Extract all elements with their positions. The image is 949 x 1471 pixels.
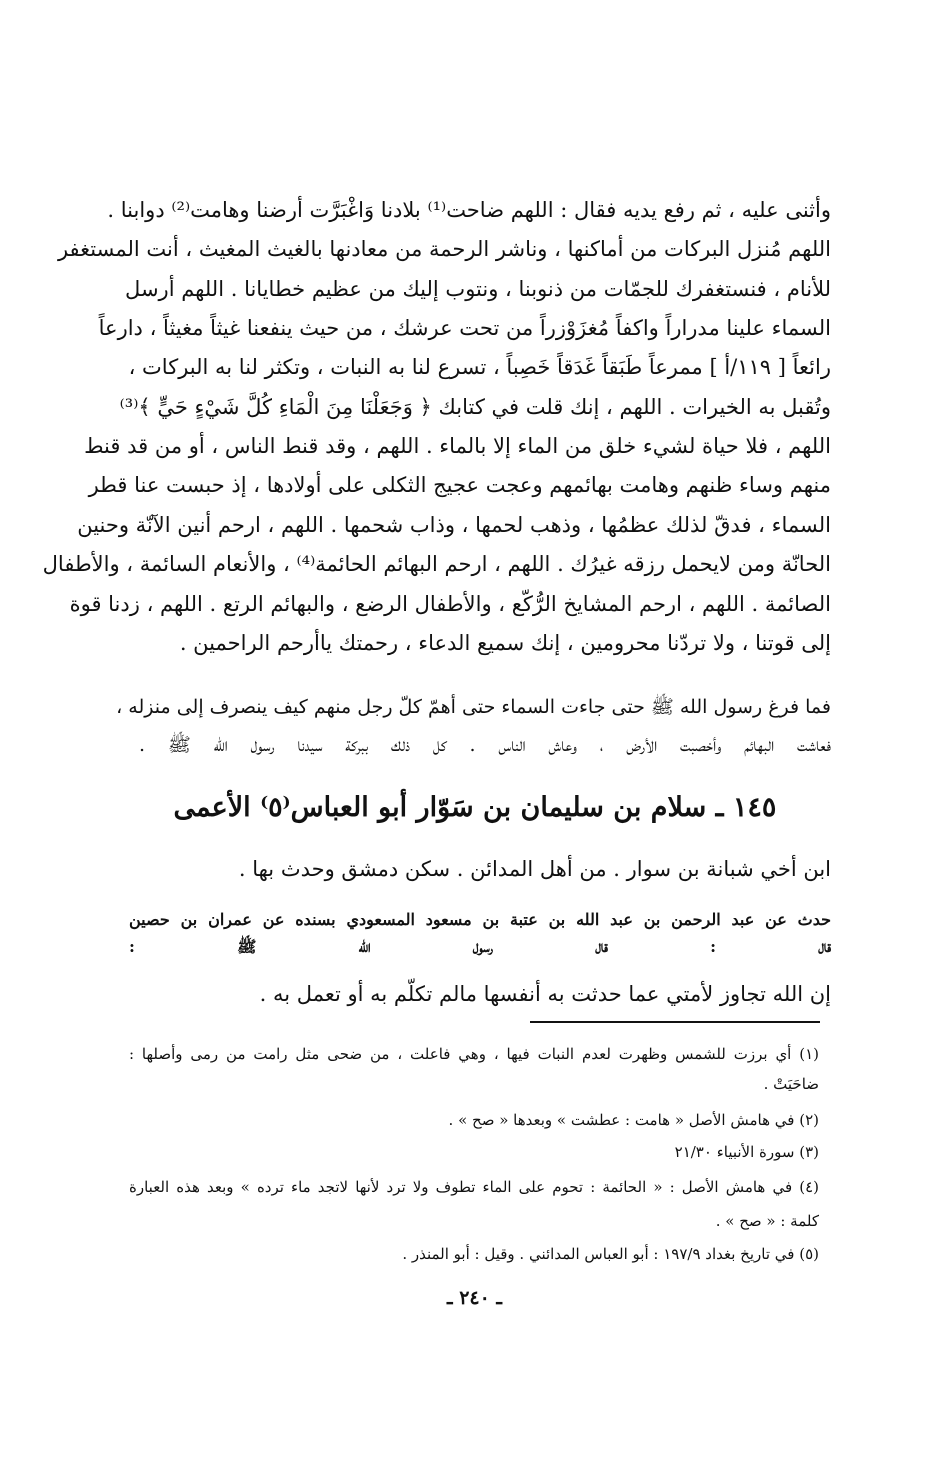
prayer-line: وتُقبل به الخيرات . اللهم ، إنك قلت في كتابك ﴿ وَجَعَلْنَا مِنَ الْمَاءِ كُلَّ شَيْءٍ حَيٍّ ﴾⁽³⁾	[119, 395, 831, 419]
hadith-text: إن الله تجاوز لأمتي عما حدثت به أنفسها مالم تكلّم به أو تعمل به .	[259, 982, 831, 1006]
narrative-line: فما فرغ رسول الله ﷺ حتى جاءت السماء حتى أهمّ كلّ رجل منهم كيف ينصرف إلى منزله ،	[116, 696, 831, 718]
footnote-line: (١) أي برزت للشمس وظهرت لعدم النبات فيها ، وهي فاعلت ، من ضحى مثل رامت من رمى وأصلها :	[129, 1045, 819, 1063]
prayer-line: اللهم ، فلا حياة لشيء خلق من الماء إلا بالماء . اللهم ، وقد قنط الناس ، أو من قد قنط	[84, 434, 831, 458]
footnote-divider	[530, 1021, 820, 1023]
entry-heading: ١٤٥ ـ سلام بن سليمان بن سَوّار أبو العباس⁽٥⁾ الأعمى	[173, 792, 777, 823]
footnote-line: (٤) في هامش الأصل : « الحائمة : تحوم على الماء تطوف ولا ترد لأنها لاتجد ماء ترده » وبعد هذه العبارة	[129, 1178, 819, 1196]
prayer-line: منهم وساء ظنهم وهامت بهائمهم وعجت عجيج الثكلى على أولادها ، إذ حبست عنا قطر	[88, 473, 831, 497]
isnad-line: حدث عن عبد الرحمن بن عبد الله بن عتبة بن مسعود المسعودي بسنده عن عمران بن حصين	[129, 910, 831, 929]
footnote-line: (٣) سورة الأنبياء ٢١/٣٠	[674, 1143, 819, 1161]
footnote-line: ضاحَيَتْ .	[763, 1075, 819, 1093]
footnote-line: (٢) في هامش الأصل « هامت : عطشت » وبعدها « صح » .	[448, 1111, 819, 1129]
prayer-line: السماء علينا مدراراً واكفاً مُغزَوْزراً من تحت عرشك ، من حيث ينفعنا غيثاً مغيثاً ، دارعاً	[98, 316, 831, 340]
narrative-line: فعاشت البهائم وأخصبت الأرض ، وعاش الناس . كل ذلك ببركة سيدنا رسول الله ﷺ .	[139, 734, 831, 756]
entry-intro: ابن أخي شبانة بن سوار . من أهل المدائن . سكن دمشق وحدث بها .	[238, 857, 831, 881]
page-number: ـ ٢٤٠ ـ	[447, 1287, 502, 1309]
prayer-line: رائعاً [ ١١٩/أ ] ممرعاً طَبَقاً غَدَقاً خَصِباً ، تسرع لنا به النبات ، وتكثر لنا به البركات ،	[128, 355, 831, 379]
prayer-line: وأثنى عليه ، ثم رفع يديه فقال : اللهم ضاحت⁽¹⁾ بلادنا وَاغْبَرَّت أرضنا وهامت⁽²⁾ دوابنا .	[107, 198, 831, 222]
prayer-line: اللهم مُنزل البركات من أماكنها ، وناشر الرحمة من معادنها بالغيث المغيث ، أنت المستغفر	[57, 237, 831, 261]
prayer-line: إلى قوتنا ، ولا تردّنا محرومين ، إنك سميع الدعاء ، رحمتك ياأرحم الراحمين .	[179, 631, 831, 655]
prayer-line: السماء ، فدقّ لذلك عظمُها ، وذهب لحمها ، وذاب شحمها . اللهم ، ارحم أنين الآنّة وحنين	[77, 513, 831, 537]
footnote-line: (٥) في تاريخ بغداد ١٩٧/٩ : أبو العباس المدائني . وقيل : أبو المنذر .	[402, 1245, 819, 1263]
prayer-line: الحانّة ومن لايحمل رزقه غيرُك . اللهم ، ارحم البهائم الحائمة⁽⁴⁾ ، والأنعام السائمة ، والأطفال	[42, 552, 831, 576]
isnad-line: قال : قال رسول الله ﷺ :	[129, 937, 831, 956]
prayer-line: الصائمة . اللهم ، ارحم المشايخ الرُّكّع ، والأطفال الرضع ، والبهائم الرتع . اللهم ، زدنا قوة	[69, 592, 831, 616]
footnote-line: كلمة : « صح » .	[715, 1212, 819, 1230]
prayer-line: للأنام ، فنستغفرك للجمّات من ذنوبنا ، ونتوب إليك من عظيم خطايانا . اللهم أرسل	[125, 277, 831, 301]
